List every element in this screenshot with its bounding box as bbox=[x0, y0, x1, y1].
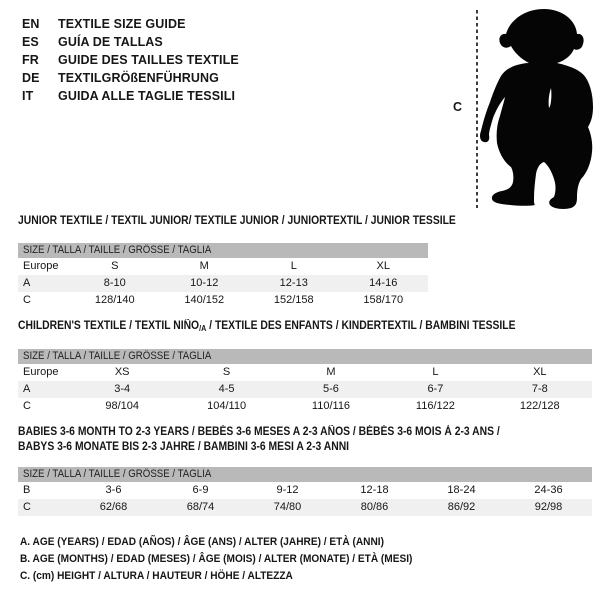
table-header-text: SIZE / TALLA / TAILLE / GRÖSSE / TAGLIA bbox=[23, 244, 212, 256]
babies-textile-table bbox=[18, 425, 592, 516]
table-cell: 128/140 bbox=[94, 294, 135, 306]
title-text: / TEXTILE DES ENFANTS / KINDERTEXTIL / BAMBINI TESSILE bbox=[206, 320, 516, 332]
language-code: ES bbox=[22, 35, 39, 49]
table-cell: L bbox=[290, 260, 297, 272]
title-text: CHILDREN'S TEXTILE / TEXTIL NIÑO bbox=[18, 320, 200, 332]
row-label: C bbox=[23, 501, 31, 513]
language-code: EN bbox=[22, 17, 40, 31]
language-label: TEXTILGRÖßENFÜHRUNG bbox=[58, 71, 219, 85]
language-code: FR bbox=[22, 53, 39, 67]
language-row-en bbox=[22, 15, 239, 33]
row-label: B bbox=[23, 484, 31, 496]
table-title-line2: BABYS 3-6 MONATE BIS 2-3 JAHRE / BAMBINI 3-6 MESI A 2-3 ANNI bbox=[18, 441, 350, 453]
table-cell: 140/152 bbox=[184, 294, 225, 306]
language-label: GUIDE DES TAILLES TEXTILE bbox=[58, 53, 239, 67]
table-header-bar bbox=[18, 349, 592, 364]
table-body bbox=[18, 258, 428, 309]
row-label: Europe bbox=[23, 260, 59, 272]
table-cell: 116/122 bbox=[415, 400, 455, 412]
table-row bbox=[18, 292, 428, 309]
language-row-it bbox=[22, 87, 239, 105]
language-row-fr bbox=[22, 51, 239, 69]
junior-textile-table bbox=[18, 215, 456, 309]
table-row bbox=[18, 398, 592, 415]
table-cell: S bbox=[222, 366, 231, 378]
table-cell: 68/74 bbox=[186, 501, 215, 513]
table-body bbox=[18, 364, 592, 415]
toddler-silhouette bbox=[480, 9, 593, 209]
toddler-silhouette-image bbox=[440, 0, 600, 215]
table-title-line1: BABIES 3-6 MONTH TO 2-3 YEARS / BEBÉS 3-6 MESES A 2-3 AÑOS / BÉBÉS 3-6 MOIS À 2-3 ANS / bbox=[18, 426, 500, 438]
table-row bbox=[18, 258, 428, 275]
legend-line-a: A. AGE (YEARS) / EDAD (AÑOS) / ÂGE (ANS) / ALTER (JAHRE) / ETÀ (ANNI) bbox=[20, 536, 384, 548]
table-cell: 8-10 bbox=[103, 277, 126, 289]
table-cell: 7-8 bbox=[531, 383, 548, 395]
table-cell: 5-6 bbox=[323, 383, 339, 395]
row-label: C bbox=[23, 400, 31, 412]
table-cell: 80/86 bbox=[360, 501, 389, 513]
table-header-bar bbox=[18, 467, 592, 482]
size-figure bbox=[440, 0, 600, 215]
table-cell: XL bbox=[376, 260, 390, 272]
table-title: JUNIOR TEXTILE / TEXTIL JUNIOR/ TEXTILE JUNIOR / JUNIORTEXTIL / JUNIOR TESSILE bbox=[18, 215, 456, 227]
table-cell: 92/98 bbox=[534, 501, 563, 513]
table-header-text: SIZE / TALLA / TAILLE / GRÖSSE / TAGLIA bbox=[23, 350, 212, 362]
table-cell: 4-5 bbox=[218, 383, 235, 395]
table-cell: 104/110 bbox=[207, 400, 247, 412]
table-cell: 24-36 bbox=[534, 484, 563, 496]
row-label: A bbox=[23, 277, 31, 289]
table-cell: XS bbox=[114, 366, 130, 378]
table-row bbox=[18, 499, 592, 516]
table-cell: 3-4 bbox=[114, 383, 131, 395]
language-row-de bbox=[22, 69, 239, 87]
table-cell: 6-7 bbox=[427, 383, 444, 395]
table-cell: 3-6 bbox=[105, 484, 122, 496]
table-cell: 12-18 bbox=[360, 484, 389, 496]
language-row-es bbox=[22, 33, 239, 51]
row-label: C bbox=[23, 294, 31, 306]
table-cell: 6-9 bbox=[192, 484, 209, 496]
table-cell: 86/92 bbox=[447, 501, 476, 513]
table-cell: 18-24 bbox=[447, 484, 476, 496]
language-code: IT bbox=[22, 89, 34, 103]
row-label: A bbox=[23, 383, 31, 395]
language-label: GUÍA DE TALLAS bbox=[58, 35, 163, 49]
table-cell: 98/104 bbox=[105, 400, 140, 412]
table-cell: 14-16 bbox=[369, 277, 398, 289]
table-row bbox=[18, 364, 592, 381]
language-label: TEXTILE SIZE GUIDE bbox=[58, 17, 186, 31]
table-cell: 9-12 bbox=[276, 484, 299, 496]
measure-legend bbox=[20, 534, 447, 585]
table-cell: 122/128 bbox=[519, 400, 560, 412]
table-cell: 12-13 bbox=[279, 277, 308, 289]
table-header-text: SIZE / TALLA / TAILLE / GRÖSSE / TAGLIA bbox=[23, 468, 212, 480]
table-cell: L bbox=[432, 366, 439, 378]
language-list bbox=[22, 15, 239, 105]
legend-line-c: C. (cm) HEIGHT / ALTURA / HAUTEUR / HÖHE / ALTEZZA bbox=[20, 570, 293, 582]
table-cell: S bbox=[111, 260, 119, 272]
children-textile-table bbox=[18, 320, 592, 415]
table-cell: M bbox=[199, 260, 209, 272]
table-row bbox=[18, 381, 592, 398]
table-cell: 62/68 bbox=[99, 501, 128, 513]
table-cell: XL bbox=[533, 366, 547, 378]
legend-line-b: B. AGE (MONTHS) / EDAD (MESES) / ÂGE (MOIS) / ALTER (MONATE) / ETÀ (MESI) bbox=[20, 553, 413, 565]
table-cell: M bbox=[326, 366, 336, 378]
height-measure-label: C bbox=[453, 100, 463, 114]
title-subscript: /A bbox=[199, 324, 207, 333]
table-row bbox=[18, 275, 428, 292]
language-label: GUIDA ALLE TAGLIE TESSILI bbox=[58, 89, 236, 103]
table-cell: 158/170 bbox=[363, 294, 404, 306]
table-cell: 110/116 bbox=[311, 400, 351, 412]
table-row bbox=[18, 482, 592, 499]
table-cell: 152/158 bbox=[273, 294, 314, 306]
language-code: DE bbox=[22, 71, 40, 85]
table-title bbox=[18, 320, 535, 335]
table-body bbox=[18, 482, 592, 516]
table-header-bar bbox=[18, 243, 428, 258]
table-cell: 10-12 bbox=[190, 277, 219, 289]
table-cell: 74/80 bbox=[273, 501, 302, 513]
row-label: Europe bbox=[23, 366, 59, 378]
